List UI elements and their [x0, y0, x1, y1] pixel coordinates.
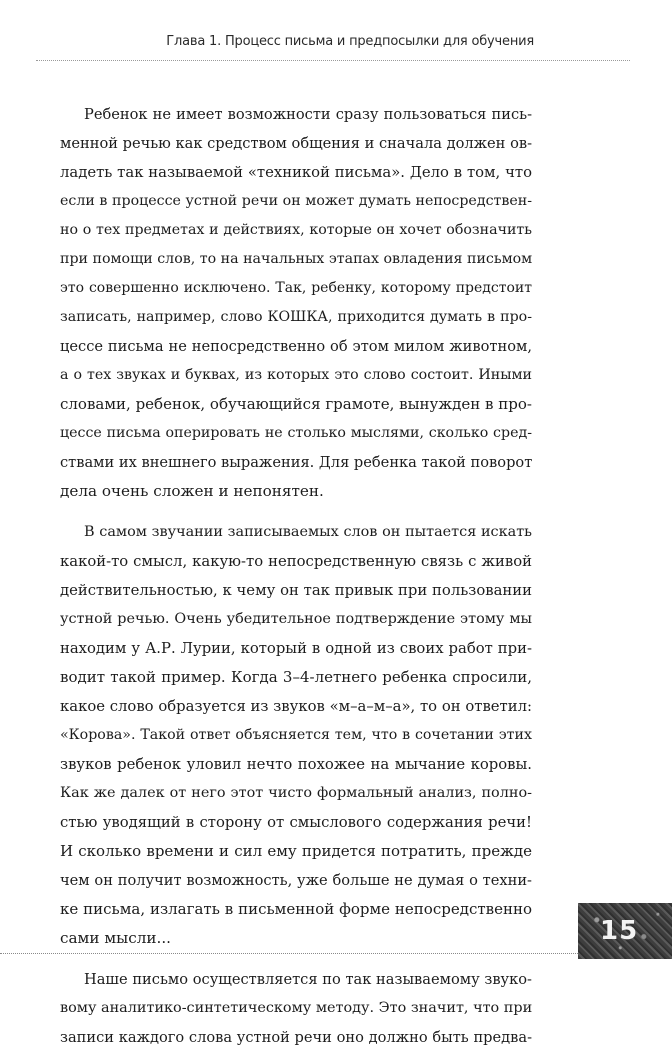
text-line: менной речью как средством общения и сначала должен ов- [60, 135, 532, 152]
text-line: какое слово образуется из звуков «м–а–м–а», то он ответил: [60, 698, 532, 715]
text-line: находим у А.Р. Лурии, который в одной из своих работ при- [60, 640, 532, 657]
text-line: если в процессе устной речи он может думать непосредствен- [60, 193, 532, 209]
text-line: Наше письмо осуществляется по так называемому звуко- [84, 971, 532, 988]
text-line: дела очень сложен и непонятен. [60, 482, 324, 500]
text-line: ладеть так называемой «техникой письма». Дело в том, что [60, 164, 532, 181]
text-line: какой-то смысл, какую-то непосредственную связь с живой [60, 553, 532, 570]
text-line: водит такой пример. Когда 3–4-летнего ребенка спросили, [60, 668, 532, 686]
text-line: словами, ребенок, обучающийся грамоте, вынужден в про- [60, 395, 532, 413]
text-line: И сколько времени и сил ему придется потратить, прежде [60, 842, 532, 860]
body-text [60, 100, 532, 1064]
text-line: записи каждого слова устной речи оно должно быть предва- [60, 1029, 532, 1046]
text-line: действительностью, к чему он так привык при пользовании [60, 582, 532, 599]
text-line: В самом звучании записываемых слов он пытается искать [84, 524, 532, 540]
text-line: устной речью. Очень убедительное подтверждение этому мы [60, 611, 532, 627]
running-head: Глава 1. Процесс письма и предпосылки для обучения [166, 34, 534, 49]
text-line: при помощи слов, то на начальных этапах овладения письмом [60, 251, 532, 267]
text-line: стью уводящий в сторону от смыслового содержания речи! [60, 814, 532, 831]
paragraph-1 [60, 100, 532, 506]
text-line: а о тех звуках и буквах, из которых это слово состоит. Иными [60, 367, 532, 383]
text-line: это совершенно исключено. Так, ребенку, которому предстоит [60, 280, 532, 296]
text-line: ке письма, излагать в письменной форме непосредственно [60, 900, 532, 918]
text-line: звуков ребенок уловил нечто похожее на мычание коровы. [60, 756, 532, 773]
text-line: цессе письма не непосредственно об этом милом животном, [60, 338, 532, 355]
text-line: но о тех предметах и действиях, которые он хочет обозначить [60, 222, 532, 238]
text-line: записать, например, слово КОШКА, приходится думать в про- [60, 309, 532, 325]
text-line: сами мысли... [60, 929, 171, 947]
page-number-badge [578, 903, 672, 959]
footer-divider [0, 953, 578, 954]
text-line: вому аналитико-синтетическому методу. Это значит, что при [60, 1000, 532, 1016]
text-line: «Корова». Такой ответ объясняется тем, что в сочетании этих [60, 727, 532, 743]
paragraph-2 [60, 518, 532, 953]
text-line: цессе письма оперировать не столько мыслями, сколько сред- [60, 425, 532, 441]
text-line: чем он получит возможность, уже больше не думая о техни- [60, 872, 532, 889]
page-number: 15 [600, 916, 639, 946]
text-line: ствами их внешнего выражения. Для ребенка такой поворот [60, 454, 532, 471]
text-line: Ребенок не имеет возможности сразу пользоваться пись- [84, 106, 532, 123]
text-line: Как же далек от него этот чисто формальный анализ, полно- [60, 785, 532, 801]
header-divider [36, 60, 630, 61]
paragraph-3 [60, 965, 532, 1052]
